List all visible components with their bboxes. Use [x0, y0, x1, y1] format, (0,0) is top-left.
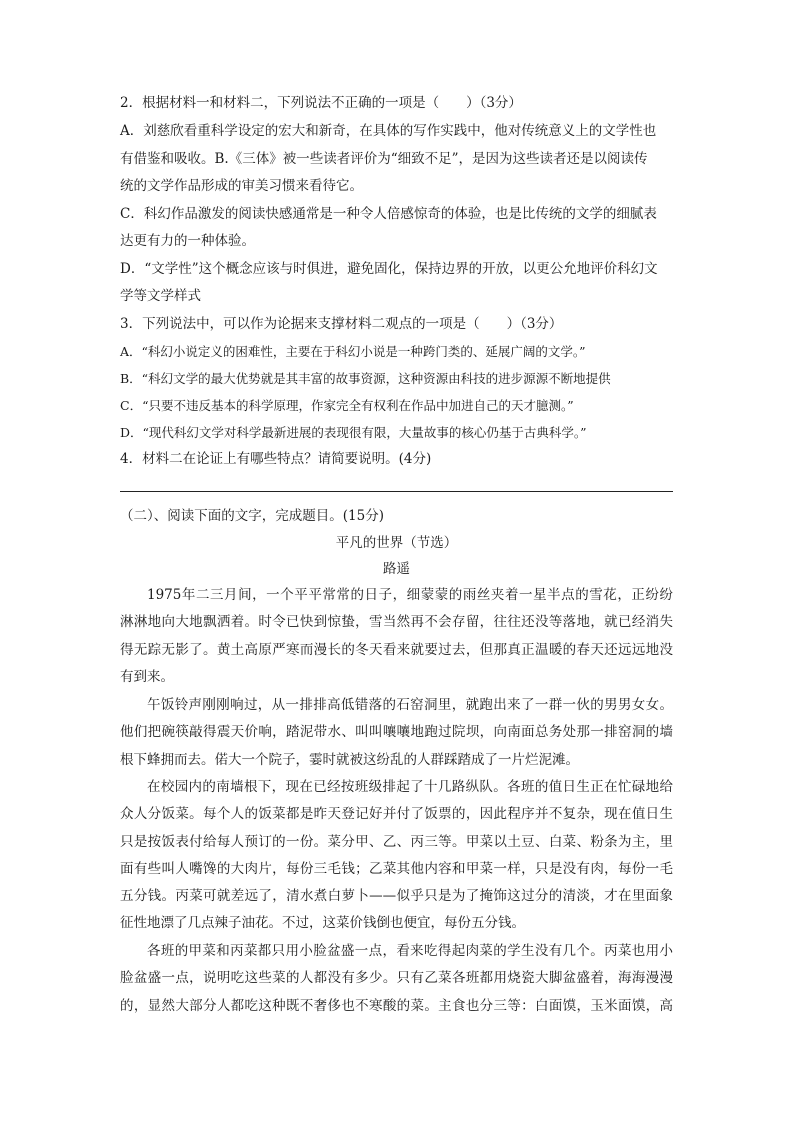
- question-2-option-a-line1: A．刘慈欣看重科学设定的宏大和新奇，在具体的写作实践中，他对传统意义上的文学性也: [120, 123, 657, 139]
- question-3-option-b: B．“科幻文学的最大优势就是其丰富的故事资源，这种资源由科技的进步源源不断地提供: [120, 371, 611, 386]
- question-2-option-d-line1: D．“文学性”这个概念应该与时俱进，避免固化，保持边界的开放，以更公允地评价科幻文: [120, 261, 658, 277]
- question-2-option-a-line2: 有借鉴和吸收。B.《三体》被一些读者评价为“细致不足”，是因为这些读者还是以阅读传: [120, 151, 648, 167]
- paragraph-line: 五分钱。丙菜可就差远了，清水煮白萝卜——似乎只是为了掩饰这过分的清淡，才在里面象: [120, 888, 673, 905]
- paragraph-line: 得无踪无影了。黄土高原严寒而漫长的冬天看来就要过去，但那真正温暖的春天还远远地没: [120, 641, 673, 658]
- question-3-option-d: D．“现代科幻文学对科学最新进展的表现很有限，大量故事的核心仍基于古典科学。”: [120, 425, 587, 440]
- question-4-stem: 4．材料二在论证上有哪些特点？请简要说明。(4分): [120, 451, 432, 467]
- passage-paragraph-1: [120, 582, 673, 691]
- paragraph-line: 有到来。: [120, 668, 174, 685]
- question-3-option-a: A．“科幻小说定义的困难性，主要在于科幻小说是一种跨门类的、延展广阔的文学。”: [120, 344, 586, 359]
- passage-author: 路遥: [383, 561, 410, 577]
- paragraph-line: 他们把碗筷敲得震天价响，踏泥带水、叫叫嚷嚷地跑过院坝，向南面总务处那一排窑洞的墙: [120, 724, 673, 741]
- paragraph-line: 1975年二三月间，一个平平常常的日子，细蒙蒙的雨丝夹着一星半点的雪花，正纷纷: [147, 587, 673, 603]
- paragraph-line: 脸盆盛一点，说明吃这些菜的人都没有多少。只有乙菜各班都用烧瓷大脚盆盛着，海海漫漫: [120, 970, 673, 987]
- paragraph-line: 根下蜂拥而去。偌大一个院子，霎时就被这纷乱的人群踩踏成了一片烂泥滩。: [120, 751, 579, 768]
- question-2-option-a-line3: 统的文学作品形成的审美习惯来看待它。: [120, 178, 363, 194]
- paragraph-line: 淋淋地向大地飘洒着。时令已快到惊蛰，雪当然再不会存留，往往还没等落地，就已经消失: [120, 614, 673, 631]
- paragraph-line: 只是按饭表付给每人预订的一份。菜分甲、乙、丙三等。甲菜以土豆、白菜、粉条为主，里: [120, 833, 673, 850]
- paragraph-line: 在校园内的南墙根下，现在已经按班级排起了十几路纵队。各班的值日生正在忙碌地给: [147, 779, 673, 795]
- question-2-option-d-line2: 学等文学样式: [120, 288, 201, 304]
- question-3-stem: 3．下列说法中，可以作为论据来支撑材料二观点的一项是（ ）（3分）: [120, 316, 563, 332]
- paragraph-line: 征性地漂了几点辣子油花。不过，这菜价钱倒也便宜，每份五分钱。: [120, 915, 525, 932]
- passage-title: 平凡的世界（节选）: [335, 535, 458, 551]
- passage-paragraph-4: [120, 938, 673, 1020]
- section-2-heading: （二）、阅读下面的文字，完成题目。(15分): [120, 508, 384, 524]
- question-3-option-c: C．“只要不违反基本的科学原理，作家完全有权利在作品中加进自己的天才臆测。”: [120, 398, 574, 413]
- paragraph-line: 各班的甲菜和丙菜都只用小脸盆盛一点，看来吃得起肉菜的学生没有几个。丙菜也用小: [147, 943, 673, 959]
- question-2-stem: 2．根据材料一和材料二，下列说法不正确的一项是（ ）（3分）: [120, 95, 522, 111]
- paragraph-line: 午饭铃声刚刚响过，从一排排高低错落的石窑洞里，就跑出来了一群一伙的男男女女。: [147, 697, 673, 713]
- question-2-option-c-line1: C．科幻作品激发的阅读快感通常是一种令人倍感惊奇的体验，也是比传统的文学的细腻表: [120, 206, 657, 222]
- paragraph-line: 众人分饭菜。每个人的饭菜都是昨天登记好并付了饭票的，因此程序并不复杂，现在值日生: [120, 806, 673, 823]
- paragraph-line: 的，显然大部分人都吃这种既不奢侈也不寒酸的菜。主食也分三等：白面馍，玉米面馍，高: [120, 997, 673, 1014]
- paragraph-line: 面有些叫人嘴馋的大肉片，每份三毛钱；乙菜其他内容和甲菜一样，只是没有肉，每份一毛: [120, 860, 673, 877]
- section-divider: [120, 491, 673, 492]
- question-2-option-c-line2: 达更有力的一种体验。: [120, 233, 255, 249]
- passage-paragraph-2: [120, 692, 673, 774]
- passage-paragraph-3: [120, 774, 673, 938]
